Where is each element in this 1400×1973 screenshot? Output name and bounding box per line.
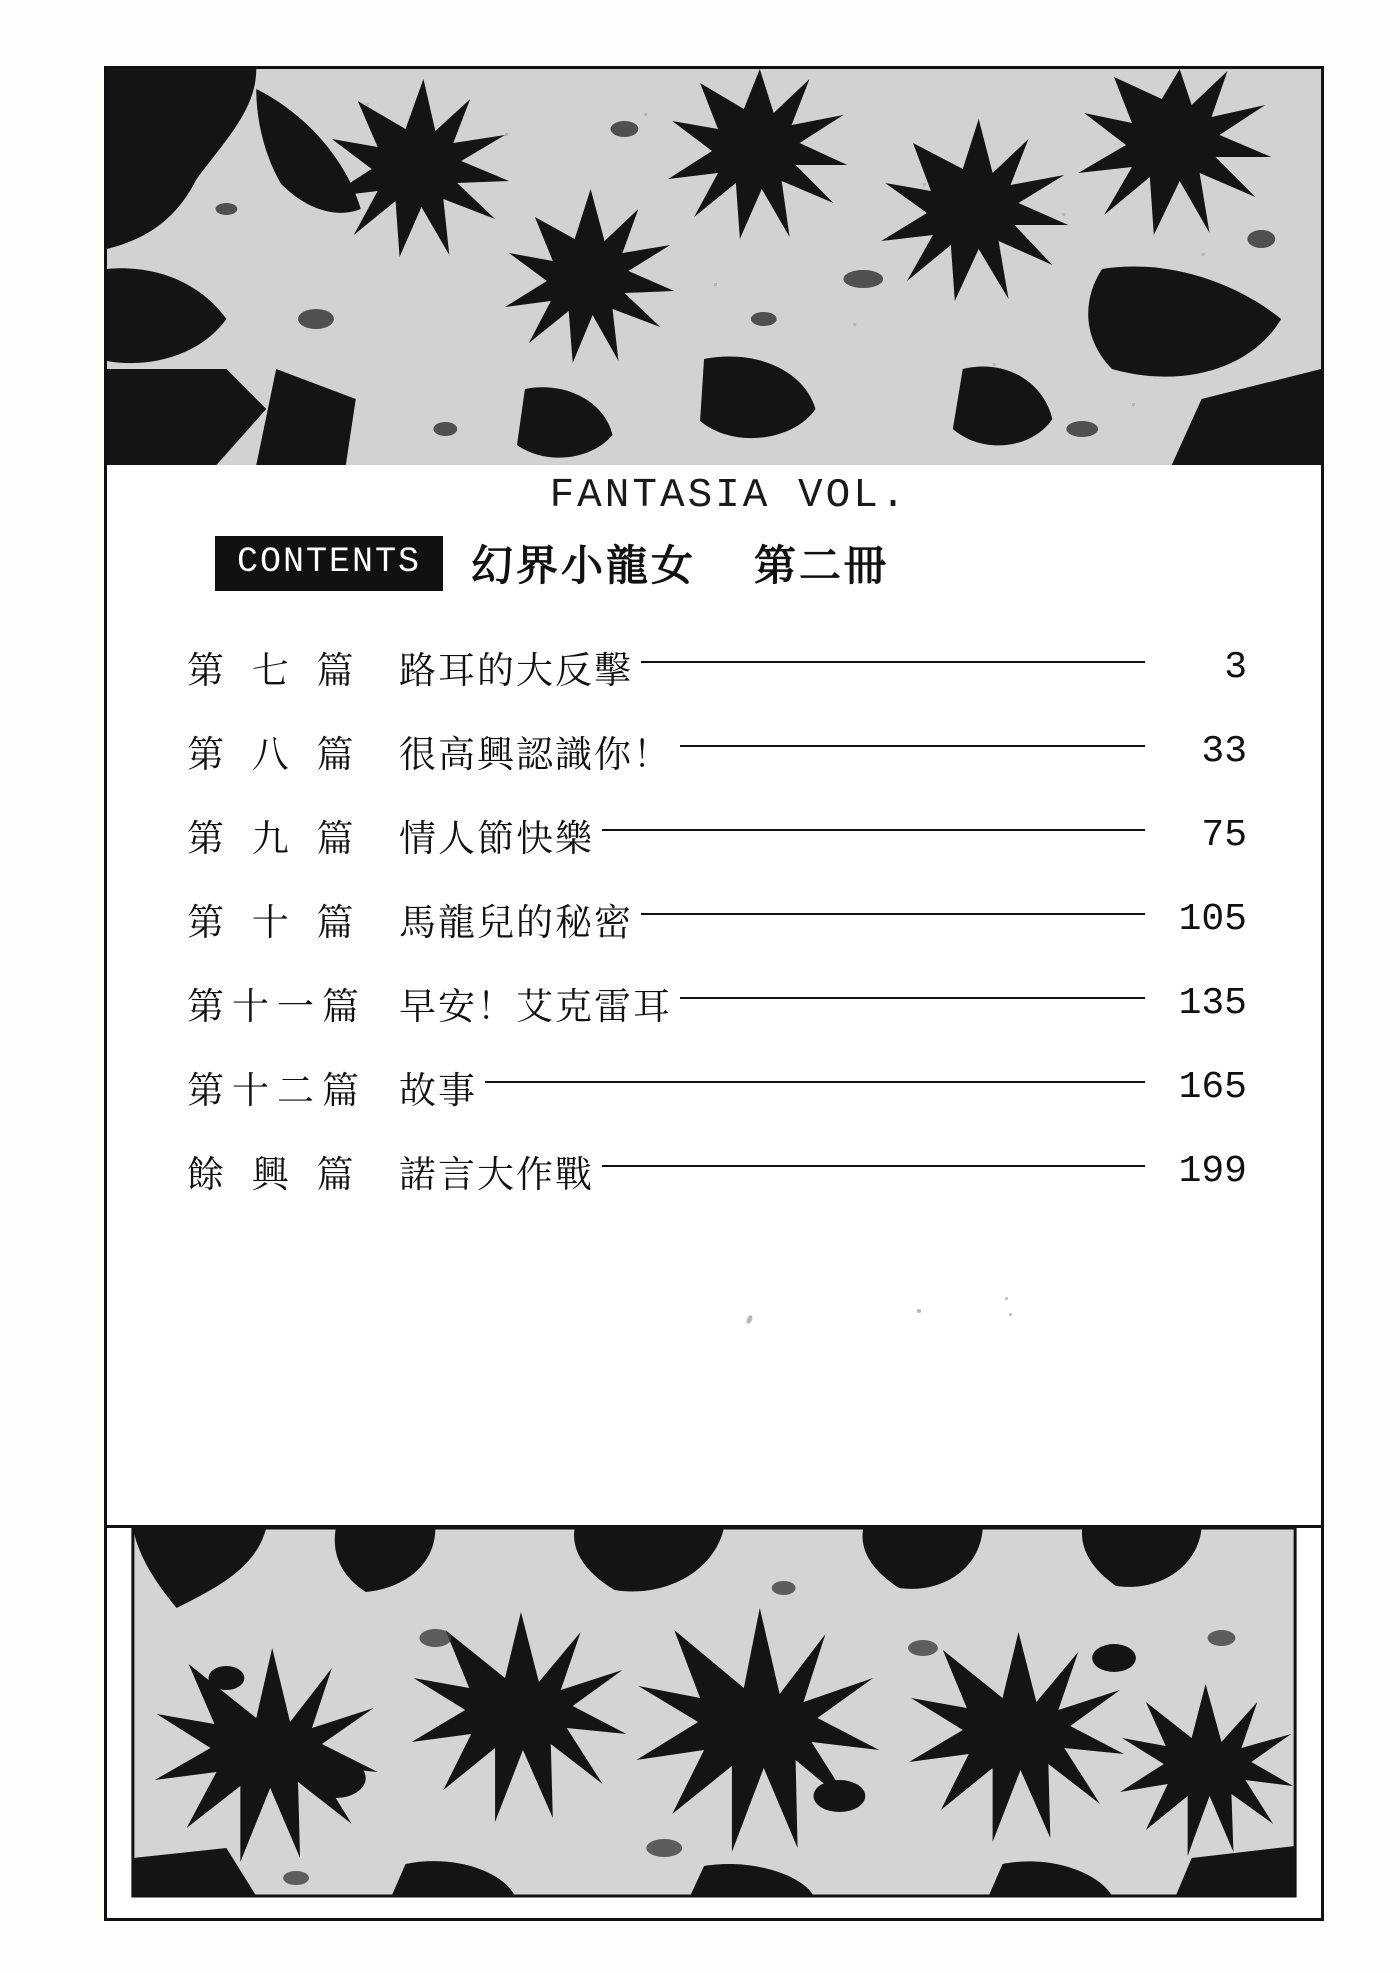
toc-chapter-label: 第 七 篇 xyxy=(187,649,362,692)
series-title: FANTASIA VOL. xyxy=(549,473,909,519)
book-volume: 第二冊 xyxy=(754,541,890,590)
table-of-contents xyxy=(187,625,1247,1213)
toc-chapter-title: 馬龍兒的秘密 xyxy=(399,901,633,944)
toc-page-number: 165 xyxy=(1178,1065,1247,1109)
content-frame xyxy=(104,66,1324,1921)
toc-leader-line xyxy=(641,913,1145,915)
scan-speck xyxy=(1005,1297,1008,1300)
toc-entry[interactable] xyxy=(187,877,1247,961)
top-ink-splatter-band xyxy=(107,69,1321,465)
toc-leader-line xyxy=(485,1081,1145,1083)
toc-leader-line xyxy=(602,1165,1145,1167)
toc-chapter-title: 故事 xyxy=(399,1069,477,1112)
bottom-ink-splatter-band xyxy=(107,1525,1321,1918)
scan-speck xyxy=(917,1309,921,1313)
toc-entry[interactable] xyxy=(187,625,1247,709)
toc-leader-line xyxy=(641,661,1145,663)
toc-leader-line xyxy=(680,997,1145,999)
title-row xyxy=(215,533,889,593)
toc-entry[interactable] xyxy=(187,1129,1247,1213)
ink-splatter-icon xyxy=(107,1528,1321,1918)
toc-chapter-title: 很高興認識你！ xyxy=(399,733,672,776)
toc-entry[interactable] xyxy=(187,961,1247,1045)
toc-entry[interactable] xyxy=(187,793,1247,877)
ink-splatter-icon xyxy=(107,69,1321,465)
toc-page-number: 105 xyxy=(1178,897,1247,941)
toc-leader-line xyxy=(680,745,1145,747)
toc-chapter-label: 第十二篇 xyxy=(187,1069,367,1112)
toc-chapter-label: 第 十 篇 xyxy=(187,901,362,944)
toc-chapter-title: 情人節快樂 xyxy=(399,817,594,860)
toc-page-number: 75 xyxy=(1201,813,1247,857)
toc-page-number: 135 xyxy=(1178,981,1247,1025)
toc-chapter-title: 早安！艾克雷耳 xyxy=(399,985,672,1028)
toc-chapter-title: 路耳的大反擊 xyxy=(399,649,633,692)
contents-badge: CONTENTS xyxy=(215,536,443,591)
toc-chapter-label: 餘 興 篇 xyxy=(187,1153,362,1196)
masthead xyxy=(107,473,1321,519)
toc-entry[interactable] xyxy=(187,1045,1247,1129)
toc-chapter-label: 第十一篇 xyxy=(187,985,367,1028)
toc-chapter-title: 諾言大作戰 xyxy=(399,1153,594,1196)
book-title: 幻界小龍女 xyxy=(471,541,697,590)
toc-page-number: 199 xyxy=(1178,1149,1247,1193)
scan-speck xyxy=(745,1314,753,1324)
toc-chapter-label: 第 九 篇 xyxy=(187,817,362,860)
scan-speck xyxy=(1009,1313,1012,1316)
toc-page-number: 3 xyxy=(1224,645,1247,689)
toc-leader-line xyxy=(602,829,1145,831)
toc-chapter-label: 第 八 篇 xyxy=(187,733,362,776)
toc-page-number: 33 xyxy=(1201,729,1247,773)
toc-entry[interactable] xyxy=(187,709,1247,793)
